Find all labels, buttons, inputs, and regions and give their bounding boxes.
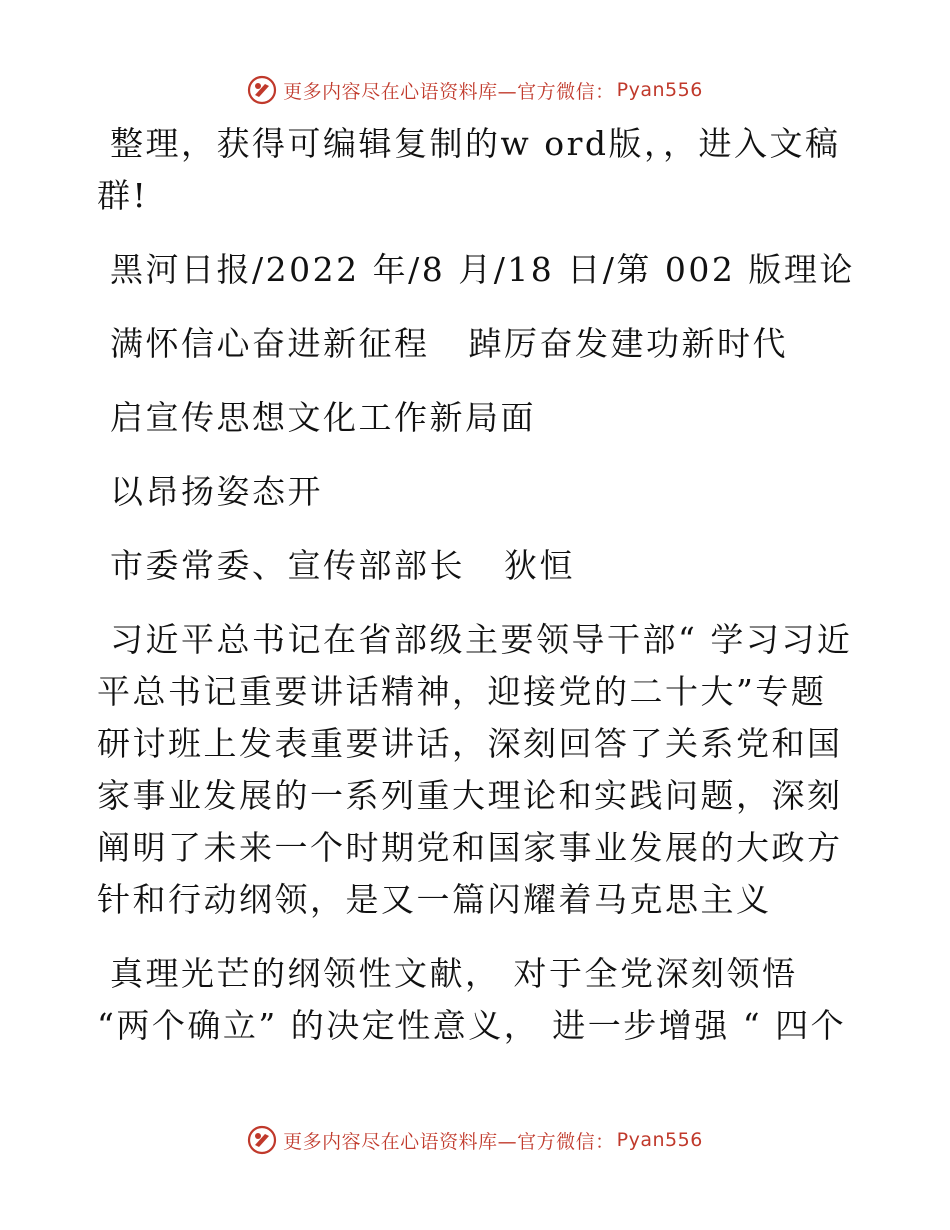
paragraph-3: 满怀信心奋进新征程 踔厉奋发建功新时代 [110,324,788,363]
paragraph-5: 以昂扬姿态开 [110,472,323,511]
document-body [97,118,857,1052]
logo-icon [247,1125,277,1155]
paragraph-4: 启宣传思想文化工作新局面 [110,398,536,437]
paragraph-7: 习近平总书记在省部级主要领导干部“ 学习习近平总书记重要讲话精神，迎接党的二十大”专题研讨班上发表重要讲话，深刻回答了关系党和国家事业发展的一系列重大理论和实践问题，深刻阐明了未来一个时期党和国家事业发展的大政方针和行动纲领，是又一篇闪耀着马克思主义 [97,620,853,919]
paragraph-8: 真理光芒的纲领性文献， 对于全党深刻领悟 “两个确立” 的决定性意义， 进一步增强 “ 四个 [97,954,847,1045]
paragraph-1: 整理，获得可编辑复制的w ord版，，进入文稿群! [97,124,841,215]
paragraph-6: 市委常委、宣传部部长 狄恒 [110,546,575,585]
watermark-text: 更多内容尽在心语资料库—官方微信： [283,80,615,103]
header-watermark [0,70,950,110]
footer-watermark [0,1120,950,1160]
watermark-text: 更多内容尽在心语资料库—官方微信： [283,1130,615,1153]
watermark-account: Pyan556 [616,79,703,101]
watermark-account: Pyan556 [616,1129,703,1151]
logo-icon [247,75,277,105]
paragraph-2: 黑河日报/2022 年/8 月/18 日/第 002 版理论 [110,250,855,289]
